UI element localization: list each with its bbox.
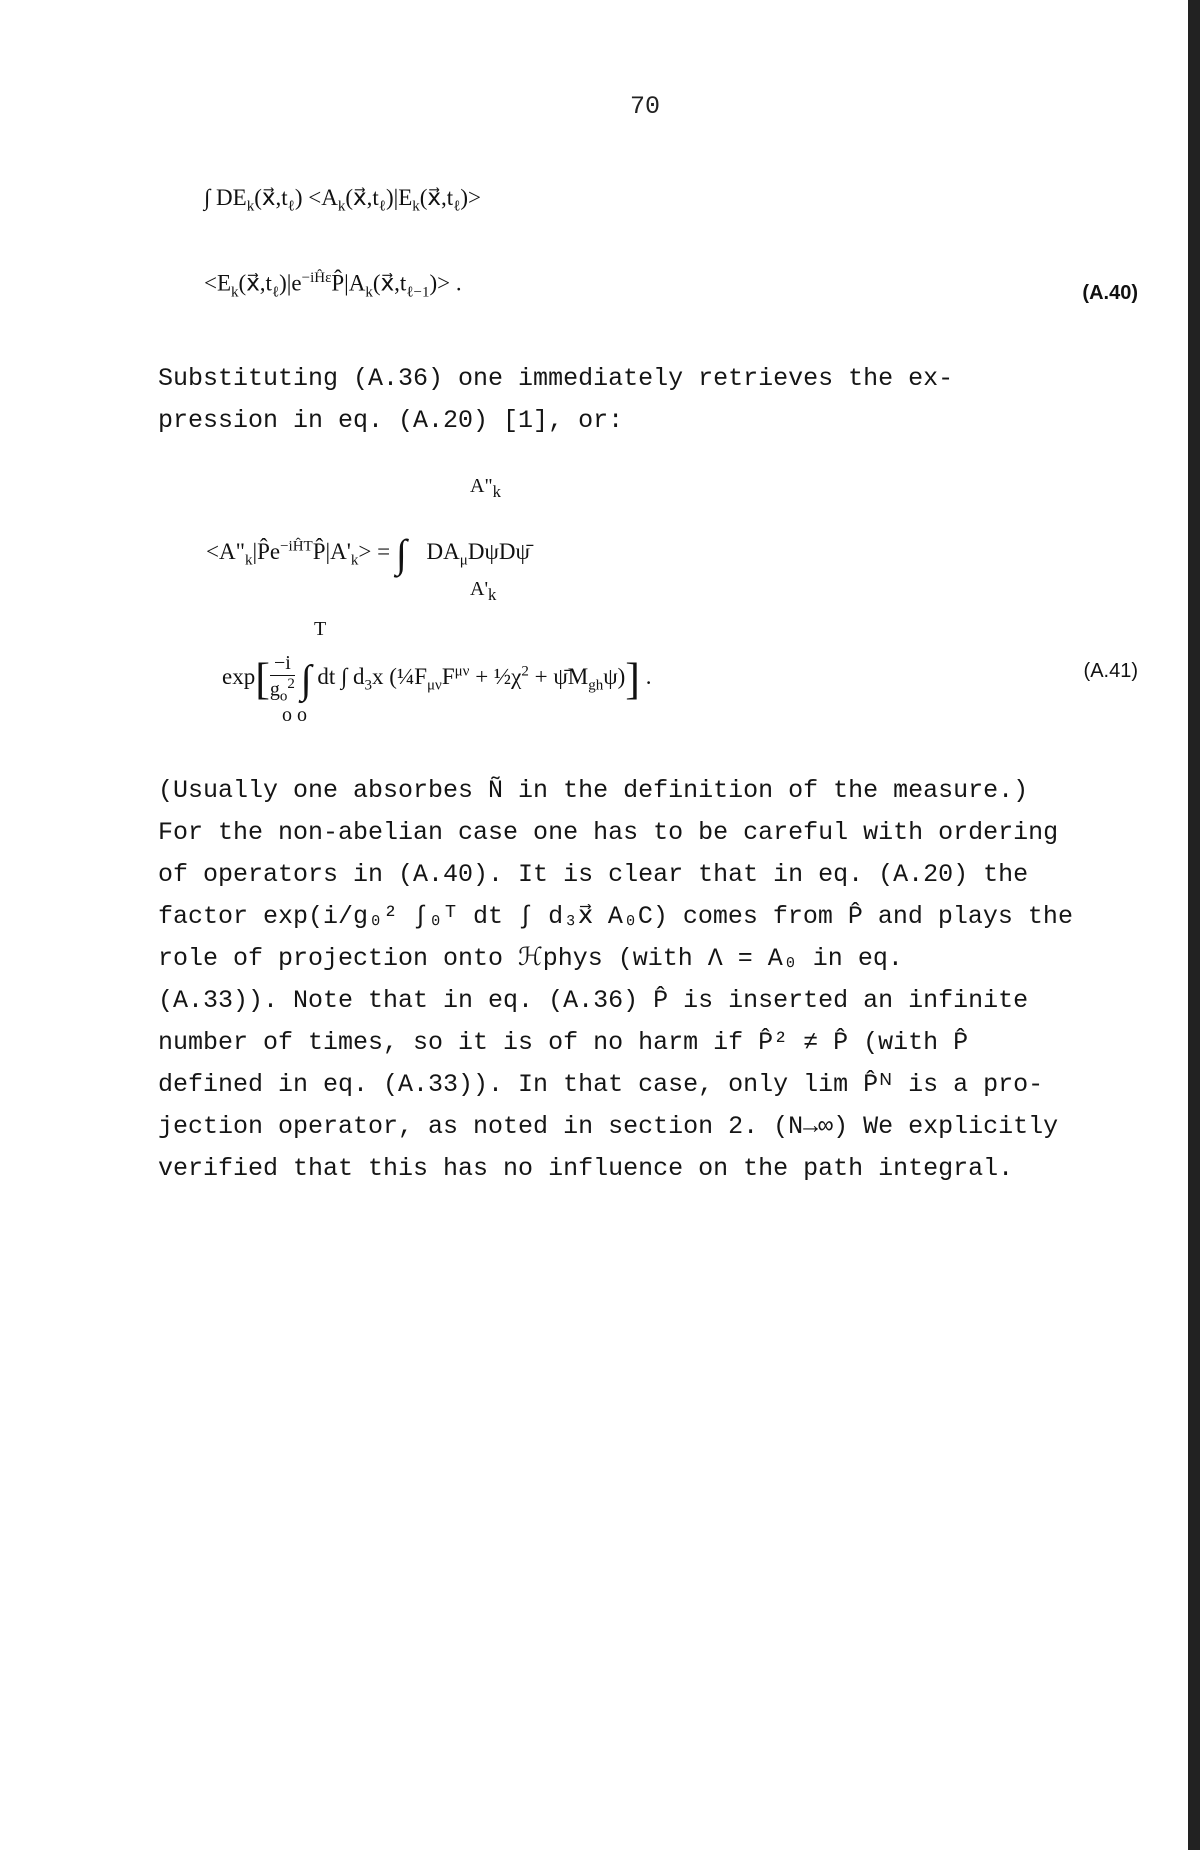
integral-sign-icon: ∫ [300,656,312,702]
fraction [270,652,295,706]
exp-prefix: exp [222,664,256,690]
paragraph-line: role of projection onto ℋphys (with Λ = A₀ in eq. [158,944,903,973]
eq-a41-upper-limit: $A"_k$ [470,475,501,501]
paragraph-line: jection operator, as noted in section 2. (N→∞) We explicitly [158,1112,1059,1141]
eq-a41-lhs-bracket: $<A"_k|P̂e^{-iĤT}P̂|A'_k>$ = [206,538,391,569]
eq-a41-label: (A.41) [1083,660,1138,682]
paragraph-line: (Usually one absorbes Ñ in the definition of the measure.) [158,776,1029,805]
eq-a41-t-lower: o o [282,704,307,726]
eq-a40-line2: $<E_k(x⃗,t_\ell)|e^{-iĤ\varepsilon}P̂|A_k(x⃗,t_{\ell-1})>$ . [204,270,462,301]
eq-a41-measure: $DA_\mu D\psi D\psī$ [426,538,530,569]
paragraph-line: defined in eq. (A.33)). In that case, only lim P̂ᴺ is a pro- [158,1070,1044,1099]
left-bracket-icon: [ [255,654,270,704]
page-number: 70 [629,92,660,121]
paragraph-line: number of times, so it is of no harm if P̂² ≠ P̂ (with P̂ [158,1028,969,1057]
right-bracket-icon: ] [625,654,640,704]
scan-edge [1188,0,1200,1850]
eq-a41-lhs [206,530,530,577]
eq-a41-exponential: exp[ $\frac{-i}{g_o^2}$ ∫ dt ∫ $d_3x$ ($\frac{1}{4}F_{\mu\nu}F^{\mu\nu}$ + $\frac{1}{2}\chi^2$ + $\psīM_{gh}\psi$)] . [222,652,652,705]
eq-a40-label: (A.40) [1082,282,1138,304]
paragraph-line: pression in eq. (A.20) [1], or: [158,406,624,435]
paragraph-non-abelian [158,770,1148,1190]
paragraph-substituting [158,358,1148,442]
eq-a40-line1: ∫ $DE_k(x⃗,t_\ell)$ $<A_k(x⃗,t_\ell)|E_k(x⃗,t_\ell)>$ [204,185,482,215]
paragraph-line: (A.33)). Note that in eq. (A.36) P̂ is inserted an infinite [158,986,1029,1015]
fraction-denominator: $g_o^2$ [269,676,295,705]
paragraph-line: factor exp(i/g₀² ∫₀ᵀ dt ∫ d₃x⃗ A₀C) comes from P̂ and plays the [158,902,1073,931]
paragraph-line: verified that this has no influence on the path integral. [158,1154,1014,1183]
eq-a41-t-upper: T [314,618,327,640]
paragraph-line: of operators in (A.40). It is clear that in eq. (A.20) the [158,860,1029,889]
eq-a41-integrand: dt ∫ $d_3x$ ($\frac{1}{4}F_{\mu\nu}F^{\mu\nu}$ + $\frac{1}{2}\chi^2$ + $\psīM_{gh}\psi$) [317,663,626,694]
paragraph-line: For the non-abelian case one has to be careful with ordering [158,818,1059,847]
paragraph-line: Substituting (A.36) one immediately retrieves the ex- [158,364,954,393]
eq-a41-lower-limit: $A'_k$ [470,578,497,604]
integral-sign-icon: ∫ [395,531,407,576]
fraction-numerator: −i [270,652,295,676]
